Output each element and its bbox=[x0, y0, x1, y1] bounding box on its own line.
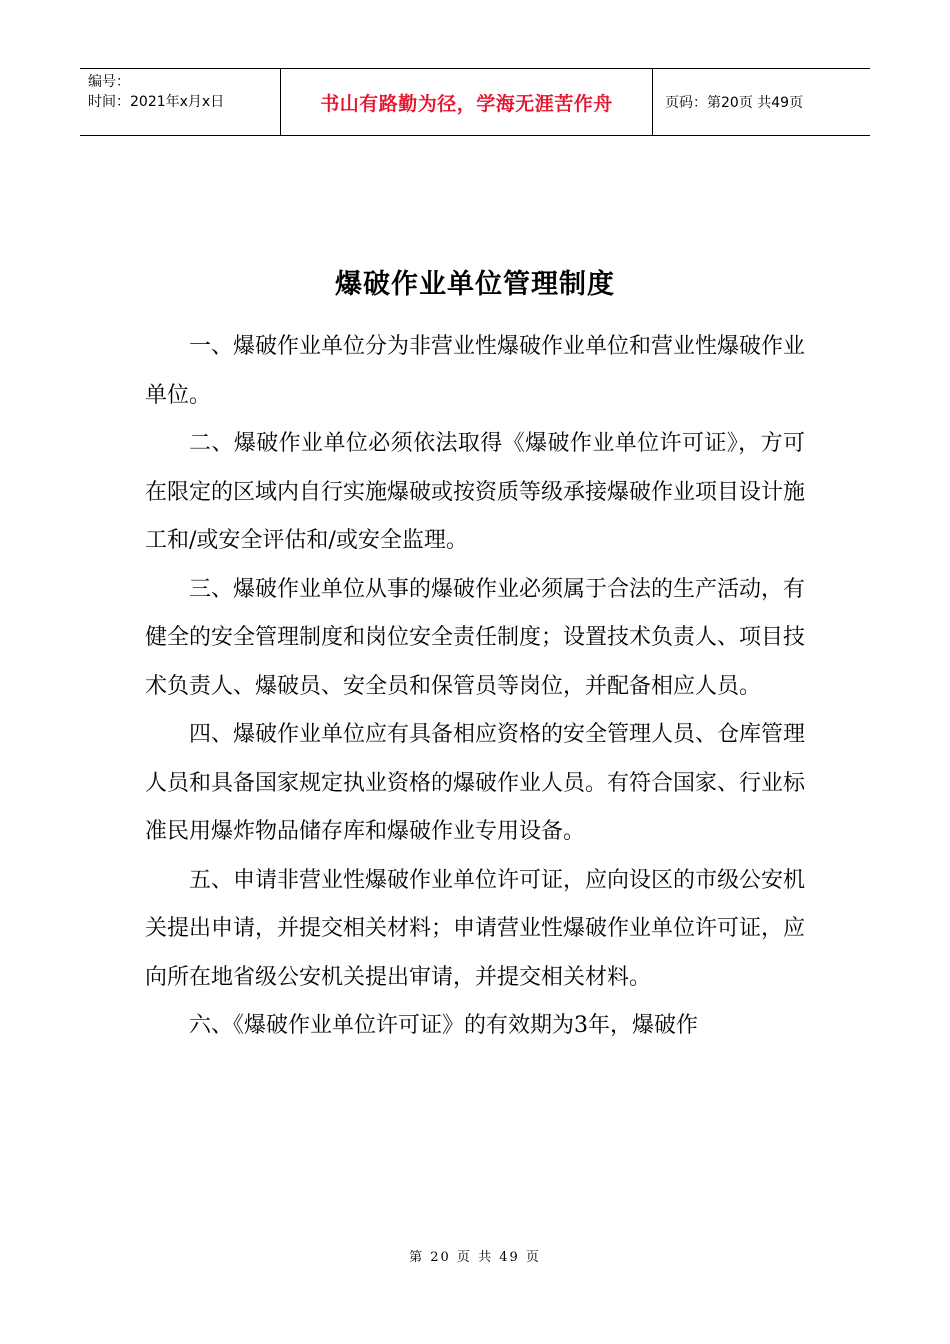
paragraph-1: 一、爆破作业单位分为非营业性爆破作业单位和营业性爆破作业单位。 bbox=[145, 334, 806, 408]
time-label: 时间：2021年x月x日 bbox=[88, 94, 225, 110]
document-title: 爆破作业单位管理制度 bbox=[335, 269, 615, 300]
header-page-cell bbox=[653, 69, 870, 135]
paragraph-2: 二、爆破作业单位必须依法取得《爆破作业单位许可证》，方可在限定的区域内自行实施爆破或按资质等级承接爆破作业项目设计施工和/或安全评估和/或安全监理。 bbox=[145, 431, 806, 553]
paragraph-5: 五、申请非营业性爆破作业单位许可证，应向设区的市级公安机关提出申请，并提交相关材料；申请营业性爆破作业单位许可证，应向所在地省级公安机关提出审请，并提交相关材料。 bbox=[145, 867, 806, 990]
document-header bbox=[80, 68, 870, 136]
motto-text: 书山有路勤为径，学海无涯苦作舟 bbox=[320, 92, 613, 115]
paragraph-4: 四、爆破作业单位应有具备相应资格的安全管理人员、仓库管理人员和具备国家规定执业资格的爆破作业人员。有符合国家、行业标准民用爆炸物品储存库和爆破作业专用设备。 bbox=[145, 722, 806, 844]
number-label: 编号： bbox=[88, 74, 130, 90]
page-code: 页码：第20页 共49页 bbox=[665, 95, 804, 111]
document-body bbox=[145, 323, 805, 1051]
paragraph-3: 三、爆破作业单位从事的爆破作业必须属于合法的生产活动，有健全的安全管理制度和岗位安全责任制度；设置技术负责人、项目技术负责人、爆破员、安全员和保管员等岗位，并配备相应人员。 bbox=[145, 576, 806, 699]
header-meta-cell bbox=[80, 69, 281, 135]
paragraph-6: 六、《爆破作业单位许可证》的有效期为3年，爆破作 bbox=[189, 1013, 698, 1038]
header-motto-cell bbox=[281, 69, 653, 135]
page-footer: 第 20 页 共 49 页 bbox=[409, 1250, 541, 1265]
